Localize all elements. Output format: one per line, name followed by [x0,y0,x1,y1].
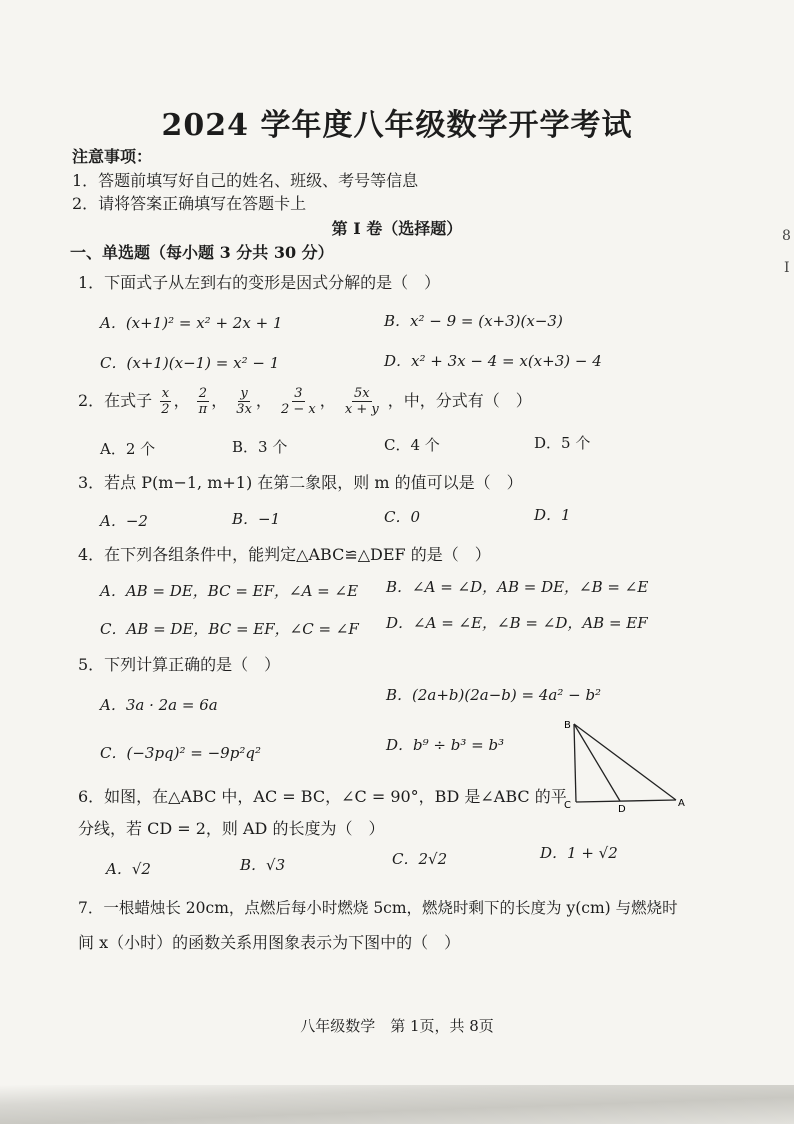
question-7-stem-line-1: 7．一根蜡烛长 20cm，点燃后每小时燃烧 5cm，燃烧时剩下的长度为 y(cm) 与燃烧时 [78,899,678,917]
page-footer: 八年级数学 第 1页，共 8页 [300,1017,494,1035]
question-1-stem: 1．下面式子从左到右的变形是因式分解的是（ ） [78,273,441,292]
question-3-option-a: A．−2 [100,512,148,530]
question-1-option-d: D．x² + 3x − 4 = x(x+3) − 4 [384,352,602,370]
notes-heading: 注意事项： [72,147,153,166]
question-2-option-a: A．2 个 [100,440,156,458]
section-title: 第 I 卷（选择题） [331,219,463,238]
question-6-option-c: C．2√2 [392,850,448,868]
question-3-stem: 3．若点 P(m−1, m+1) 在第二象限，则 m 的值可以是（ ） [78,473,523,492]
question-3-option-c: C．0 [384,508,421,526]
triangle-figure [560,716,692,816]
question-5-option-c: C．(−3pq)² = −9p²q² [100,744,261,762]
question-4-option-b: B．∠A = ∠D，AB = DE，∠B = ∠E [386,578,649,596]
question-4-stem: 4．在下列各组条件中，能判定△ABC≌△DEF 的是（ ） [78,545,491,564]
question-2-option-d: D．5 个 [534,434,591,452]
question-6-option-d: D．1 + √2 [540,844,618,862]
question-6-stem-line-2: 分线，若 CD = 2，则 AD 的长度为（ ） [78,819,385,838]
question-2-option-b: B．3 个 [232,438,288,456]
question-4-option-a: A．AB = DE，BC = EF，∠A = ∠E [100,582,359,600]
scan-shadow [0,1085,794,1124]
question-6-stem-line-1: 6．如图，在△ABC 中，AC = BC，∠C = 90°，BD 是∠ABC 的平 [78,787,567,806]
fraction-5x-over-x-plus-y: $\frac{5x}{x + y}$ [344,386,379,417]
fraction-x-over-2: $\frac{x}{2}$ [161,386,170,417]
note-item-2: 2．请将答案正确填写在答题卡上 [72,194,307,213]
vertex-label-b: B [564,720,571,731]
question-2-stem-suffix: ，中，分式有（ ） [387,391,532,410]
question-1-option-b: B．x² − 9 = (x+3)(x−3) [384,312,563,330]
vertex-label-a: A [678,798,685,809]
fraction-2-over-pi: $\frac{2}{\pi}$ [198,386,208,417]
side-ab [574,724,676,800]
question-2-option-c: C．4 个 [384,436,440,454]
bisector-bd [574,724,620,801]
question-1-option-a: A．(x+1)² = x² + 2x + 1 [100,314,283,332]
part-title: 一、单选题（每小题 3 分共 30 分） [70,243,334,262]
exam-title: 2024 学年度八年级数学开学考试 [161,108,633,143]
edge-mark-1: 8 [782,228,791,244]
fraction-y-over-3x: $\frac{y}{3x}$ [236,386,252,417]
question-7-stem-line-2: 间 x（小时）的函数关系用图象表示为下图中的（ ） [78,933,461,952]
fraction-3-over-2-minus-x: $\frac{3}{2 - x}$ [281,386,316,417]
question-5-stem: 5．下列计算正确的是（ ） [78,655,281,674]
question-5-option-a: A．3a · 2a = 6a [100,696,218,714]
question-5-option-d: D．b⁹ ÷ b³ = b³ [386,736,505,754]
question-3-option-b: B．−1 [232,510,281,528]
question-4-option-d: D．∠A = ∠E，∠B = ∠D，AB = EF [386,614,648,632]
question-6-option-b: B．√3 [240,856,286,874]
question-6-option-a: A．√2 [106,860,151,878]
vertex-label-c: C [564,800,571,811]
note-item-1: 1．答题前填写好自己的姓名、班级、考号等信息 [72,171,419,190]
side-ca [576,800,676,802]
edge-mark-2: I [784,260,790,276]
question-1-option-c: C．(x+1)(x−1) = x² − 1 [100,354,280,372]
question-5-option-b: B．(2a+b)(2a−b) = 4a² − b² [386,686,602,704]
point-label-d: D [618,804,626,815]
side-bc [574,724,576,802]
question-2-stem-prefix: 2．在式子 [78,391,153,410]
question-2-stem: 2．在式子 $\frac{x}{2}$ ， $\frac{2}{\pi}$ ， $\frac{y}{3x}$ ， $\frac{3}{2 - x}$ ， $\frac{5x}{x + y}$ ，中，分式有（ ） [78,386,532,417]
question-3-option-d: D．1 [534,506,571,524]
question-4-option-c: C．AB = DE，BC = EF，∠C = ∠F [100,620,359,638]
